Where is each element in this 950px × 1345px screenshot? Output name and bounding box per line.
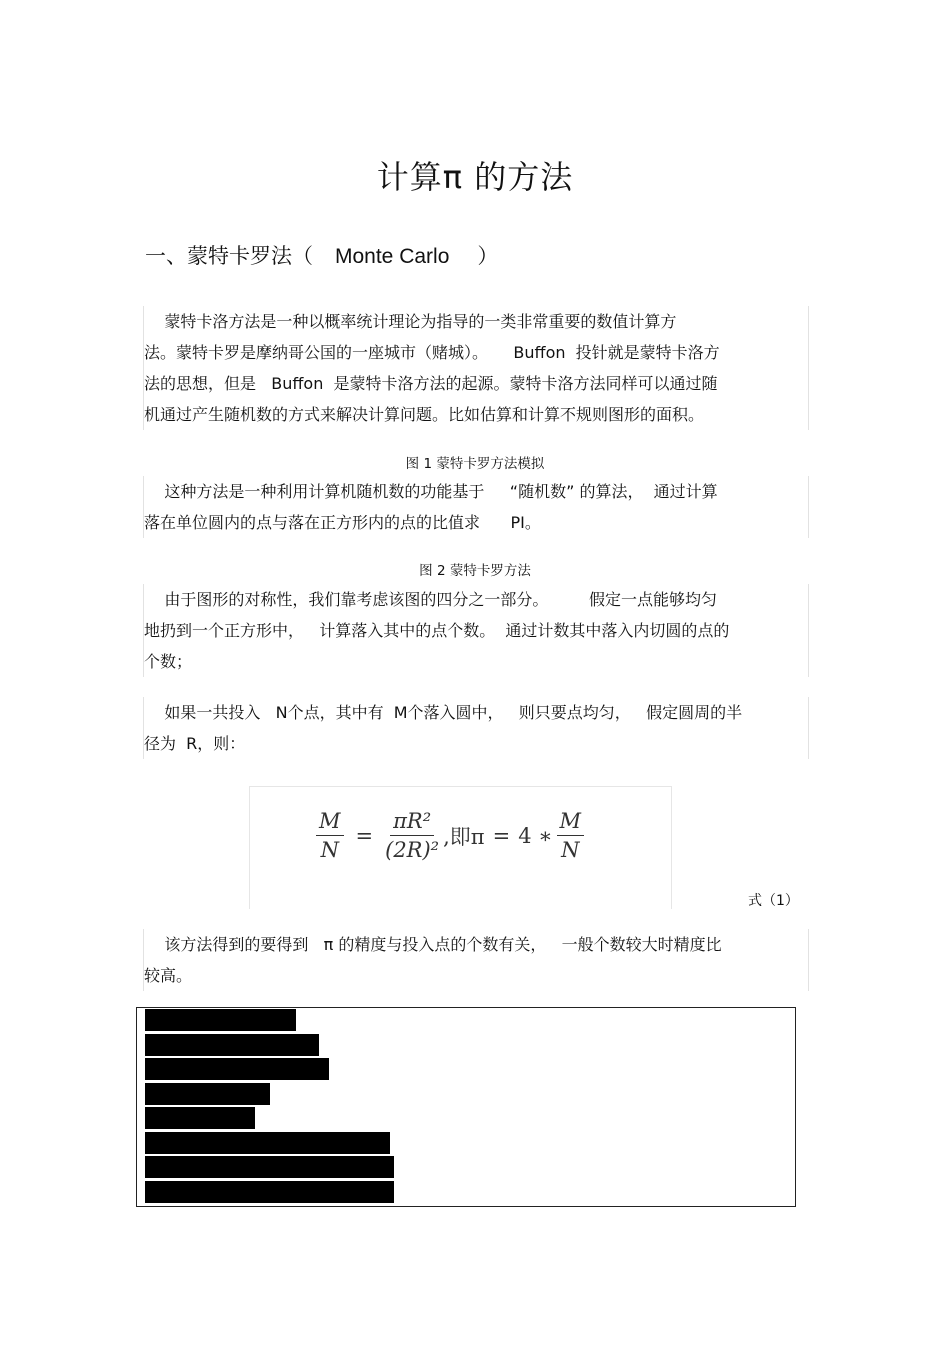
formula-connector: ,即π (443, 824, 485, 849)
redacted-line (145, 1034, 319, 1056)
paragraph-2 (143, 476, 809, 538)
redacted-code-box (136, 1007, 796, 1207)
redacted-line (145, 1132, 390, 1154)
denominator: N (561, 838, 580, 862)
fraction-m-over-n (316, 809, 344, 862)
redacted-line (145, 1107, 255, 1129)
paragraph-line: 蒙特卡洛方法是一种以概率统计理论为指导的一类非常重要的数值计算方 (144, 312, 677, 331)
paragraph-line: 该方法得到的要得到 π 的精度与投入点的个数有关， 一般个数较大时精度比 (144, 935, 722, 954)
section-heading-latin: Monte Carlo (335, 245, 450, 268)
paragraph-line: 机通过产生随机数的方式来解决计算问题。比如估算和计算不规则图形的面积。 (144, 405, 705, 424)
paragraph-line: 这种方法是一种利用计算机随机数的功能基于 “随机数” 的算法， 通过计算 (144, 482, 718, 501)
numerator: M (316, 809, 344, 836)
paragraph-line: 个数； (144, 652, 193, 671)
figure-2-caption: 图 2 蒙特卡罗方法 (419, 563, 531, 579)
equals-sign: = (355, 823, 374, 848)
paragraph-line: 由于图形的对称性，我们靠考虑该图的四分之一部分。 假定一点能够均匀 (144, 590, 718, 609)
paragraph-4 (143, 697, 809, 759)
paragraph-3 (143, 584, 809, 677)
page-title: 计算π 的方法 (376, 158, 574, 196)
redacted-line (145, 1156, 394, 1178)
formula (312, 809, 588, 862)
paragraph-line: 如果一共投入 N个点，其中有 M个落入圆中， 则只要点均匀， 假定圆周的半 (144, 703, 743, 722)
section-heading (145, 240, 498, 270)
paragraph-line: 法。蒙特卡罗是摩纳哥公国的一座城市（赌城）。 Buffon 投针就是蒙特卡洛方 (144, 343, 720, 362)
redacted-line (145, 1058, 329, 1080)
numerator: M (557, 809, 585, 836)
section-heading-suffix: ） (477, 244, 499, 268)
equals-sign: = (492, 823, 511, 848)
formula-image (249, 786, 672, 909)
formula-constant: 4 ∗ (518, 823, 553, 848)
redacted-line (145, 1181, 394, 1203)
paragraph-line: 径为 R，则： (144, 734, 246, 753)
paragraph-1 (143, 306, 809, 430)
fraction-pi-r-squared (385, 809, 439, 862)
denominator: N (320, 838, 339, 862)
numerator: πR² (390, 809, 434, 836)
section-heading-prefix: 一、蒙特卡罗法（ (145, 244, 313, 268)
figure-1-caption: 图 1 蒙特卡罗方法模拟 (405, 456, 545, 472)
equation-label: 式（1） (748, 893, 799, 909)
paragraph-line: 地扔到一个正方形中， 计算落入其中的点个数。 通过计数其中落入内切圆的点的 (144, 621, 730, 640)
paragraph-line: 落在单位圆内的点与落在正方形内的点的比值求 PI。 (144, 513, 541, 532)
paragraph-line: 法的思想，但是 Buffon 是蒙特卡洛方法的起源。蒙特卡洛方法同样可以通过随 (144, 374, 718, 393)
denominator: (2R)² (385, 838, 440, 862)
redacted-line (145, 1009, 296, 1031)
fraction-m-over-n (557, 809, 585, 862)
paragraph-5 (143, 929, 809, 991)
paragraph-line: 较高。 (144, 966, 193, 985)
redacted-line (145, 1083, 270, 1105)
